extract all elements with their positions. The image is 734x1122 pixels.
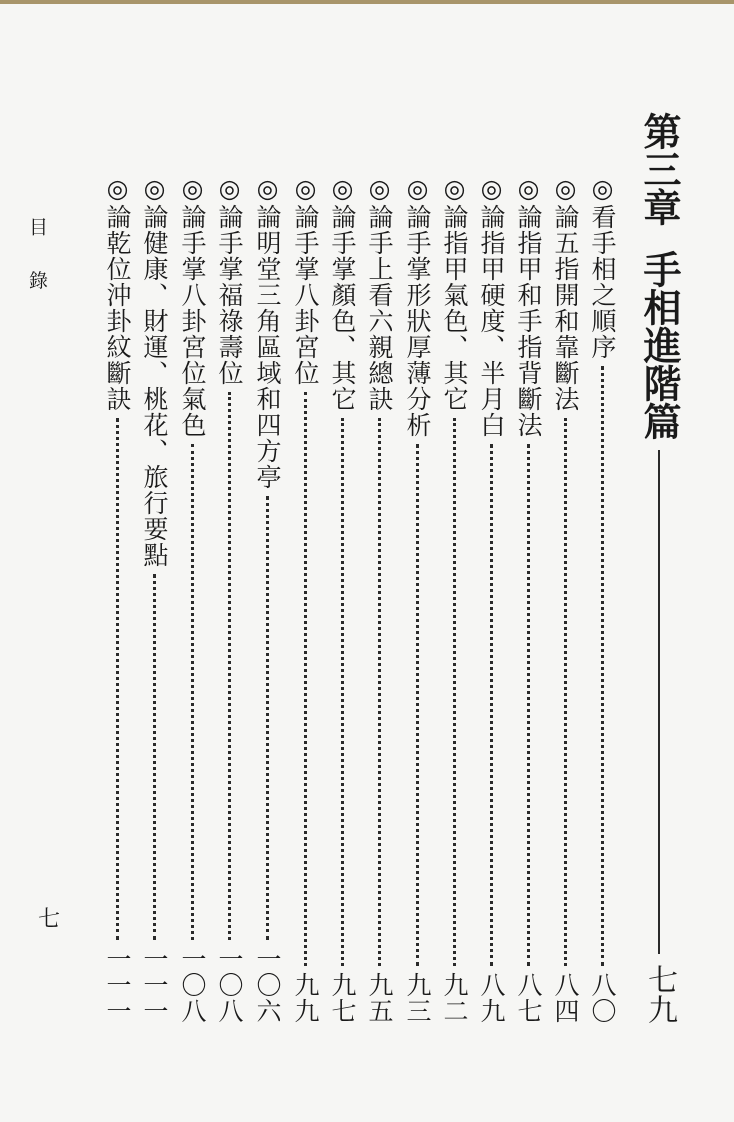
toc-entry-page: 一一一 — [103, 946, 132, 1024]
toc-entry — [548, 174, 582, 1024]
toc-entry-title: ◎論指甲氣色、其它 — [440, 174, 469, 412]
toc-entry-title: ◎論明堂三角區域和四方亭 — [253, 174, 282, 490]
toc-entry-page: 八九 — [477, 972, 506, 1024]
toc-leader-dots — [601, 366, 604, 966]
toc-entry — [474, 174, 508, 1024]
toc-leader-dots — [228, 392, 231, 940]
toc-leader-dots — [453, 418, 456, 966]
toc-leader-dots — [564, 418, 567, 966]
toc-entry-title: ◎論五指開和靠斷法 — [551, 174, 580, 412]
toc-entry-page: 九九 — [291, 972, 320, 1024]
toc-entry — [288, 174, 322, 1024]
toc-entry — [250, 174, 284, 1024]
running-head: 目 錄 — [26, 217, 48, 304]
toc-entry-page: 一〇八 — [215, 946, 244, 1024]
chapter-number: 第三章 — [637, 112, 682, 226]
toc-entry-page: 八四 — [551, 972, 580, 1024]
book-page — [0, 4, 734, 1122]
toc-leader-dots — [304, 392, 307, 966]
toc-entry-page: 一一一 — [140, 946, 169, 1024]
chapter-heading — [634, 112, 684, 1024]
toc-leader-dots — [527, 444, 530, 966]
toc-entry-title: ◎看手相之順序 — [588, 174, 617, 360]
toc-leader-dots — [416, 444, 419, 966]
toc-entry — [325, 174, 359, 1024]
toc-entry-title: ◎論指甲和手指背斷法 — [514, 174, 543, 438]
toc-entry-title: ◎論健康、財運、桃花、旅行要點 — [140, 174, 169, 568]
chapter-page-number: 七九 — [642, 964, 677, 1024]
toc-entry — [437, 174, 471, 1024]
toc-entry — [100, 174, 134, 1024]
toc-leader-dots — [378, 418, 381, 966]
toc-entry-page: 九七 — [328, 972, 357, 1024]
toc-entry-title: ◎論手掌八卦宮位 — [291, 174, 320, 386]
toc-entry — [362, 174, 396, 1024]
toc-entry-title: ◎論手掌福祿壽位 — [215, 174, 244, 386]
toc-entry-page: 一〇六 — [253, 946, 282, 1024]
toc-leader-dots — [266, 496, 269, 940]
toc-entry-page: 八〇 — [588, 972, 617, 1024]
toc-entry-title: ◎論指甲硬度、半月白 — [477, 174, 506, 438]
toc-leader-dots — [116, 418, 119, 940]
toc-entry — [585, 174, 619, 1024]
page-number: 七 — [38, 907, 61, 932]
toc-entry-title: ◎論手掌顏色、其它 — [328, 174, 357, 412]
toc-entry-page: 九五 — [365, 972, 394, 1024]
toc-entry-title: ◎論手掌八卦宮位氣色 — [178, 174, 207, 438]
toc-entry-title: ◎論乾位沖卦紋斷訣 — [103, 174, 132, 412]
chapter-leader-line — [658, 450, 660, 954]
toc-entry-page: 九二 — [440, 972, 469, 1024]
toc-leader-dots — [153, 574, 156, 940]
toc-entry-title: ◎論手掌形狀厚薄分析 — [403, 174, 432, 438]
toc-entry — [511, 174, 545, 1024]
toc-entry — [175, 174, 209, 1024]
toc-entry — [137, 174, 171, 1024]
toc-entry — [212, 174, 246, 1024]
toc-leader-dots — [191, 444, 194, 940]
toc-entry-title: ◎論手上看六親總訣 — [365, 174, 394, 412]
chapter-title: 手相進階篇 — [637, 250, 682, 440]
toc-leader-dots — [490, 444, 493, 966]
toc-entry-page: 一〇八 — [178, 946, 207, 1024]
toc-entry-page: 八七 — [514, 972, 543, 1024]
toc-entry-page: 九三 — [403, 972, 432, 1024]
toc-entry — [400, 174, 434, 1024]
toc-leader-dots — [341, 418, 344, 966]
